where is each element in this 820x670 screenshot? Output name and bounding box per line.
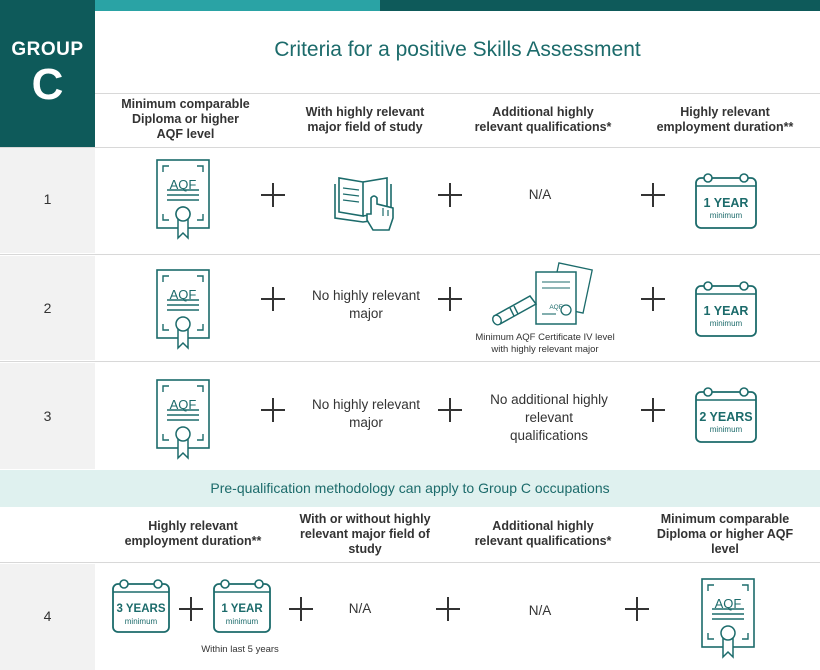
employment-duration: 1 YEAR — [703, 196, 749, 210]
divider — [0, 254, 820, 255]
within-period-note: Within last 5 years — [201, 644, 279, 655]
divider — [95, 93, 820, 94]
row-number: 3 — [43, 408, 52, 424]
plus-icon — [436, 597, 460, 621]
employment-duration-note: minimum — [225, 617, 259, 626]
major-field-value: No highly relevant major — [311, 288, 421, 321]
prequal-header-additional: Additional highly relevant qualifications* — [474, 519, 612, 548]
employment-duration: 1 YEAR — [703, 304, 749, 318]
group-letter: C — [31, 60, 64, 109]
row-number: 4 — [43, 608, 52, 624]
certificate-label: AQF — [169, 397, 197, 412]
additional-qualifications-value: N/A — [528, 603, 552, 618]
group-badge — [0, 11, 95, 147]
page-title: Criteria for a positive Skills Assessment — [274, 38, 641, 61]
employment-duration-note: minimum — [709, 425, 743, 434]
plus-icon — [641, 287, 665, 311]
prequalification-banner-text: Pre-qualification methodology can apply to Group C occupations — [210, 480, 610, 496]
row-number: 1 — [43, 191, 52, 207]
column-header-additional: Additional highly relevant qualifications* — [474, 105, 612, 134]
plus-icon — [641, 398, 665, 422]
employment-duration-note: minimum — [709, 211, 743, 220]
plus-icon — [641, 183, 665, 207]
certificate-label: AQF — [169, 287, 197, 302]
plus-icon — [438, 183, 462, 207]
plus-icon — [625, 597, 649, 621]
major-field-value: N/A — [348, 601, 372, 616]
top-accent-bar — [0, 0, 820, 11]
additional-qualifications-value: No additional highly relevant qualifications — [490, 392, 608, 443]
certificate-label: AQF — [549, 304, 563, 311]
column-header-employment: Highly relevant employment duration** — [656, 105, 794, 134]
plus-icon — [289, 597, 313, 621]
top-bar-segment — [95, 0, 380, 11]
employment-duration-note: minimum — [124, 617, 158, 626]
row-number: 2 — [43, 300, 52, 316]
plus-icon — [438, 287, 462, 311]
additional-qualifications-value: N/A — [528, 187, 552, 202]
diploma-scroll-icon — [490, 262, 598, 330]
employment-duration: 3 YEARS — [116, 603, 166, 615]
certificate-label: AQF — [714, 596, 742, 611]
prequal-header-major: With or without highly relevant major field of study — [299, 512, 431, 556]
additional-qualifications-caption: Minimum AQF Certificate IV level with highly relevant major — [475, 332, 615, 355]
plus-icon — [261, 398, 285, 422]
plus-icon — [179, 597, 203, 621]
column-header-major: With highly relevant major field of study — [305, 105, 425, 134]
plus-icon — [438, 398, 462, 422]
employment-duration-note: minimum — [709, 319, 743, 328]
divider — [0, 147, 820, 148]
top-bar-segment — [0, 0, 95, 11]
certificate-label: AQF — [169, 177, 197, 192]
prequal-header-aqf: Minimum comparable Diploma or higher AQF level — [656, 512, 794, 556]
plus-icon — [261, 183, 285, 207]
certificate-icon — [155, 378, 211, 460]
group-label: GROUP — [11, 39, 84, 60]
divider — [0, 562, 820, 563]
top-bar-segment — [380, 0, 820, 11]
divider — [0, 361, 820, 362]
employment-duration: 1 YEAR — [221, 603, 263, 615]
book-hand-icon — [333, 168, 399, 234]
plus-icon — [261, 287, 285, 311]
certificate-icon — [155, 158, 211, 240]
major-field-value: No highly relevant major — [311, 397, 421, 430]
prequal-header-employment: Highly relevant employment duration** — [124, 519, 262, 548]
employment-duration: 2 YEARS — [699, 410, 753, 424]
column-header-aqf: Minimum comparable Diploma or higher AQF level — [121, 97, 250, 141]
certificate-icon — [700, 577, 756, 659]
certificate-icon — [155, 268, 211, 350]
